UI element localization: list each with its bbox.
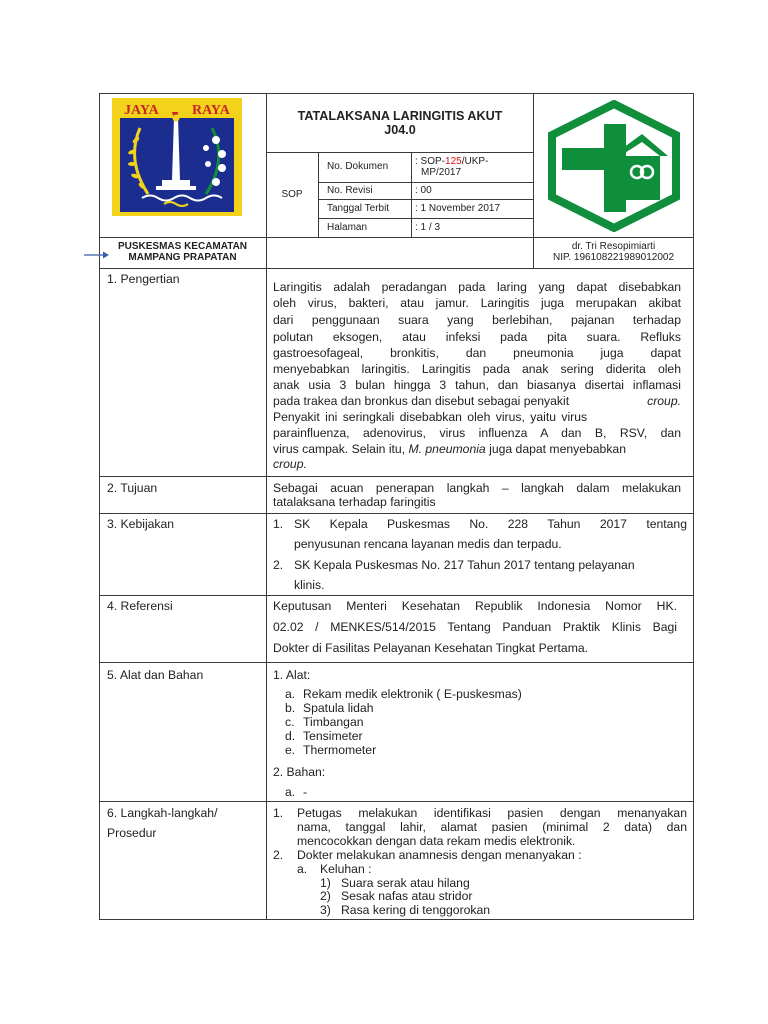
pengertian-line: Penyakit ini seringkali disebabkan oleh virus, yaitu virus <box>273 410 588 424</box>
meta-label-tanggal-terbit: Tanggal Terbit <box>327 203 390 214</box>
list-item-marker: 1) <box>320 876 331 890</box>
pengertian-line: croup. <box>273 457 307 471</box>
kebijakan-item-number: 2. <box>273 558 284 572</box>
list-item: Timbangan <box>303 715 364 729</box>
bahan-heading: 2. Bahan: <box>273 765 326 779</box>
referensi-line: Dokter di Fasilitas Pelayanan Kesehatan Tingkat Pertama. <box>273 641 589 655</box>
list-item-marker: d. <box>285 729 296 743</box>
section-label-kebijakan: 3. Kebijakan <box>107 517 175 531</box>
step-line: Dokter melakukan anamnesis dengan menanyakan : <box>297 848 582 862</box>
list-item: Rasa kering di tenggorokan <box>341 903 491 917</box>
pengertian-line: parainfluenza, adenovirus, virus influenza A dan B, RSV, dan <box>273 426 681 440</box>
section-label-tujuan: 2. Tujuan <box>107 481 158 495</box>
list-item: Thermometer <box>303 743 377 757</box>
document-title-line2: J04.0 <box>384 123 416 137</box>
pengertian-line: virus campak. Selain itu, M. pneumonia juga dapat menyebabkan <box>273 442 626 456</box>
pengertian-line: anak usia 3 bulan hingga 3 tahun, dan biasanya disertai inflamasi <box>273 378 681 392</box>
sub-step-marker: a. <box>297 862 308 876</box>
list-item: Sesak nafas atau stridor <box>341 889 473 903</box>
referensi-line: 02.02 / MENKES/514/2015 Tentang Panduan Praktik Klinis Bagi <box>273 620 677 634</box>
list-item: Suara serak atau hilang <box>341 876 470 890</box>
list-item-marker: 2) <box>320 889 331 903</box>
step-line: Petugas melakukan identifikasi pasien dengan menanyakan <box>297 806 687 820</box>
meta-label-no-dokumen: No. Dokumen <box>327 161 389 172</box>
pengertian-line: dari penggunaan suara yang berlebihan, pajanan terhadap <box>273 313 681 327</box>
pengertian-line: menyebabkan laringitis. Laringitis pada anak sering diderita oleh <box>273 362 681 376</box>
section-label-langkah: 6. Langkah-langkah/ <box>107 806 218 820</box>
section-label-pengertian: 1. Pengertian <box>107 272 180 286</box>
list-item-marker: a. <box>285 687 296 701</box>
step-number: 1. <box>273 806 284 820</box>
section-label-referensi: 4. Referensi <box>107 599 173 613</box>
document-title-line1: TATALAKSANA LARINGITIS AKUT <box>297 109 503 123</box>
section-label-alat-bahan: 5. Alat dan Bahan <box>107 668 204 682</box>
meta-value-halaman: : 1 / 3 <box>415 222 441 233</box>
list-item-marker: e. <box>285 743 296 757</box>
signer-nip: NIP. 196108221989012002 <box>552 252 675 263</box>
list-item-marker: c. <box>285 715 295 729</box>
kebijakan-item-line: penyusunan rencana layanan medis dan terpadu. <box>294 537 562 551</box>
pengertian-line: polutan eksogen, atau infeksi pada pita suara. Refluks <box>273 330 681 344</box>
section-label-prosedur: Prosedur <box>107 826 157 840</box>
pengertian-line: oleh virus, bakteri, atau jamur. Laringitis juga merupakan akibat <box>273 296 681 310</box>
tujuan-line: tatalaksana terhadap faringitis <box>273 495 436 509</box>
svg-text:JAYA: JAYA <box>124 103 159 118</box>
alat-heading: 1. Alat: <box>273 668 311 682</box>
jaya-raya-logo <box>112 98 242 216</box>
signer-name: dr. Tri Resopimiarti <box>571 241 656 252</box>
pengertian-line: pada trakea dan bronkus dan disebut sebagai penyakit croup. <box>273 394 681 408</box>
referensi-line: Keputusan Menteri Kesehatan Republik Indonesia Nomor HK. <box>273 599 677 613</box>
step-line: nama, tanggal lahir, alamat pasien (minimal 2 data) dan <box>297 820 687 834</box>
meta-label-no-revisi: No. Revisi <box>327 185 373 196</box>
kebijakan-item-line: SK Kepala Puskesmas No. 228 Tahun 2017 tentang <box>294 517 687 531</box>
list-item: Rekam medik elektronik ( E-puskesmas) <box>303 687 522 701</box>
kebijakan-item-number: 1. <box>273 517 284 531</box>
meta-value-no-dokumen-line2: MP/2017 <box>421 167 462 178</box>
pengertian-line: gastroesofageal, bronkitis, dan pneumonia juga dapat <box>273 346 681 360</box>
svg-text:RAYA: RAYA <box>192 103 230 118</box>
kebijakan-item-line: klinis. <box>294 578 325 592</box>
meta-value-no-dokumen: : SOP-125/UKP- <box>415 156 489 167</box>
tujuan-line: Sebagai acuan penerapan langkah – langkah dalam melakukan <box>273 481 681 495</box>
org-name-line1: PUSKESMAS KECAMATAN <box>117 241 248 252</box>
kebijakan-item-line: SK Kepala Puskesmas No. 217 Tahun 2017 tentang pelayanan <box>294 558 635 572</box>
step-number: 2. <box>273 848 284 862</box>
pengertian-line: Laringitis adalah peradangan pada laring yang dapat disebabkan <box>273 280 681 294</box>
list-item: Spatula lidah <box>303 701 374 715</box>
list-item: - <box>303 785 308 799</box>
list-item: Tensimeter <box>303 729 363 743</box>
meta-value-tanggal-terbit: : 1 November 2017 <box>415 203 501 214</box>
step-line: mencocokkan dengan data rekam medis elektronik. <box>297 834 576 848</box>
meta-label-halaman: Halaman <box>327 222 368 233</box>
org-name-line2: MAMPANG PRAPATAN <box>128 252 237 263</box>
list-item-marker: b. <box>285 701 296 715</box>
meta-value-no-revisi: : 00 <box>415 185 432 196</box>
sub-step-text: Keluhan : <box>320 862 372 876</box>
list-item-marker: 3) <box>320 903 331 917</box>
list-item-marker: a. <box>285 785 296 799</box>
puskesmas-logo <box>542 100 686 232</box>
sop-label: SOP <box>281 189 303 200</box>
